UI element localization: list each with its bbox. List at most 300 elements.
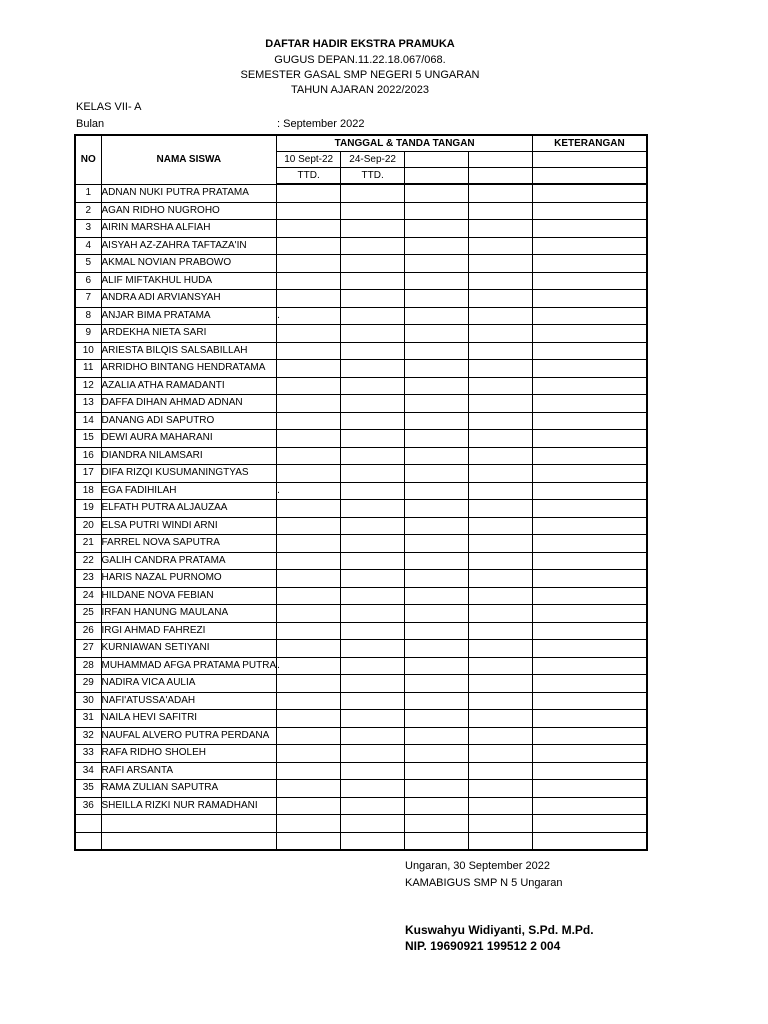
signature-cell-2: [341, 535, 405, 553]
table-row: [75, 500, 647, 518]
signature-cell-1: [277, 832, 341, 850]
signature-cell-3: [405, 587, 469, 605]
remarks-cell: [533, 430, 647, 448]
signature-cell-2: [341, 815, 405, 833]
remarks-cell: [533, 605, 647, 623]
signature-cell-4: [469, 815, 533, 833]
signature-cell-3: [405, 220, 469, 238]
signature-cell-3: [405, 465, 469, 483]
table-row: [75, 377, 647, 395]
signature-cell-1: .: [277, 657, 341, 675]
signer-nip: NIP. 19690921 199512 2 004: [405, 939, 561, 953]
signature-cell-4: [469, 622, 533, 640]
signature-cell-1: [277, 622, 341, 640]
row-number: 31: [75, 710, 101, 728]
signature-cell-2: [341, 430, 405, 448]
row-number: 33: [75, 745, 101, 763]
row-number: 27: [75, 640, 101, 658]
table-row: [75, 220, 647, 238]
table-row: [75, 517, 647, 535]
signature-cell-2: [341, 745, 405, 763]
signature-cell-4: [469, 482, 533, 500]
table-row: [75, 342, 647, 360]
signature-cell-1: [277, 272, 341, 290]
signer-name: Kuswahyu Widiyanti, S.Pd. M.Pd.: [405, 923, 594, 937]
row-number: 21: [75, 535, 101, 553]
signature-cell-1: [277, 412, 341, 430]
signature-cell-4: [469, 797, 533, 815]
signature-cell-2: [341, 342, 405, 360]
table-row: [75, 832, 647, 850]
student-name: NAFI'ATUSSA'ADAH: [101, 692, 277, 710]
table-row: [75, 570, 647, 588]
student-name: GALIH CANDRA PRATAMA: [101, 552, 277, 570]
signature-cell-2: [341, 762, 405, 780]
row-number: 32: [75, 727, 101, 745]
signature-cell-1: [277, 202, 341, 220]
signature-cell-2: [341, 640, 405, 658]
signature-cell-4: [469, 552, 533, 570]
signature-cell-4: [469, 657, 533, 675]
table-row: [75, 710, 647, 728]
table-row: [75, 395, 647, 413]
student-name: ARIESTA BILQIS SALSABILLAH: [101, 342, 277, 360]
signature-cell-3: [405, 290, 469, 308]
signature-cell-3: [405, 325, 469, 343]
row-number: 13: [75, 395, 101, 413]
signature-cell-1: [277, 535, 341, 553]
signature-cell-1: [277, 325, 341, 343]
signature-cell-1: [277, 360, 341, 378]
signature-cell-2: [341, 517, 405, 535]
signature-cell-2: [341, 710, 405, 728]
signature-cell-3: [405, 710, 469, 728]
class-label: KELAS VII- A: [76, 101, 142, 113]
signature-cell-4: [469, 395, 533, 413]
table-row: [75, 307, 647, 325]
signature-cell-2: [341, 692, 405, 710]
student-name: ALIF MIFTAKHUL HUDA: [101, 272, 277, 290]
remarks-cell: [533, 412, 647, 430]
signature-cell-3: [405, 832, 469, 850]
row-number: 35: [75, 780, 101, 798]
row-number: 24: [75, 587, 101, 605]
signature-cell-3: [405, 675, 469, 693]
signature-cell-1: .: [277, 482, 341, 500]
signature-cell-3: [405, 202, 469, 220]
signature-cell-1: [277, 377, 341, 395]
signature-cell-2: [341, 325, 405, 343]
signature-cell-3: [405, 815, 469, 833]
student-name: ELFATH PUTRA ALJAUZAA: [101, 500, 277, 518]
date-1: 10 Sept-22: [277, 152, 341, 168]
signature-cell-1: [277, 727, 341, 745]
row-number: 7: [75, 290, 101, 308]
remarks-cell: [533, 395, 647, 413]
row-number: 30: [75, 692, 101, 710]
attendance-table: [74, 134, 648, 851]
signature-cell-1: [277, 605, 341, 623]
row-number: 34: [75, 762, 101, 780]
signature-cell-2: [341, 605, 405, 623]
signature-cell-4: [469, 184, 533, 202]
row-number: 29: [75, 675, 101, 693]
ttd-4: [469, 168, 533, 185]
signature-cell-3: [405, 307, 469, 325]
student-name: AIRIN MARSHA ALFIAH: [101, 220, 277, 238]
signature-cell-1: [277, 780, 341, 798]
header-no: NO: [75, 135, 101, 184]
signature-cell-1: [277, 220, 341, 238]
signature-cell-1: [277, 797, 341, 815]
table-row: [75, 202, 647, 220]
signature-cell-3: [405, 377, 469, 395]
signature-cell-4: [469, 745, 533, 763]
remarks-cell: [533, 780, 647, 798]
table-row: [75, 535, 647, 553]
row-number: [75, 832, 101, 850]
remarks-cell: [533, 307, 647, 325]
row-number: 17: [75, 465, 101, 483]
row-number: 19: [75, 500, 101, 518]
table-row: [75, 465, 647, 483]
student-name: DEWI AURA MAHARANI: [101, 430, 277, 448]
remarks-cell: [533, 202, 647, 220]
signature-cell-2: [341, 272, 405, 290]
signature-cell-3: [405, 500, 469, 518]
signature-cell-2: [341, 447, 405, 465]
student-name: ELSA PUTRI WINDI ARNI: [101, 517, 277, 535]
row-number: 36: [75, 797, 101, 815]
signature-cell-4: [469, 675, 533, 693]
signature-cell-4: [469, 605, 533, 623]
student-name: KURNIAWAN SETIYANI: [101, 640, 277, 658]
row-number: 1: [75, 184, 101, 202]
student-name: NAUFAL ALVERO PUTRA PERDANA: [101, 727, 277, 745]
signature-cell-2: [341, 657, 405, 675]
signature-cell-2: [341, 500, 405, 518]
table-row: [75, 237, 647, 255]
table-row: [75, 587, 647, 605]
table-row: [75, 447, 647, 465]
signature-cell-3: [405, 237, 469, 255]
header-date-signature: TANGGAL & TANDA TANGAN: [277, 135, 533, 152]
signature-cell-4: [469, 780, 533, 798]
signature-cell-4: [469, 412, 533, 430]
signature-cell-4: [469, 325, 533, 343]
signature-cell-4: [469, 587, 533, 605]
remarks-cell: [533, 500, 647, 518]
student-name: DIANDRA NILAMSARI: [101, 447, 277, 465]
signature-cell-2: [341, 482, 405, 500]
ttd-3: [405, 168, 469, 185]
header-student-name: NAMA SISWA: [101, 135, 277, 184]
signature-cell-4: [469, 342, 533, 360]
table-row: [75, 272, 647, 290]
table-row: [75, 692, 647, 710]
signature-cell-4: [469, 202, 533, 220]
signature-cell-2: [341, 832, 405, 850]
row-number: 6: [75, 272, 101, 290]
signature-cell-3: [405, 570, 469, 588]
signature-cell-3: [405, 184, 469, 202]
row-number: 25: [75, 605, 101, 623]
signature-cell-3: [405, 640, 469, 658]
academic-year-line: TAHUN AJARAN 2022/2023: [291, 84, 429, 96]
signature-cell-4: [469, 220, 533, 238]
table-row: [75, 727, 647, 745]
signature-cell-1: [277, 430, 341, 448]
student-name: DIFA RIZQI KUSUMANINGTYAS: [101, 465, 277, 483]
signature-cell-2: [341, 552, 405, 570]
signature-cell-2: [341, 675, 405, 693]
student-name: AISYAH AZ-ZAHRA TAFTAZA'IN: [101, 237, 277, 255]
signature-cell-4: [469, 727, 533, 745]
table-row: [75, 780, 647, 798]
student-name: HILDANE NOVA FEBIAN: [101, 587, 277, 605]
ttd-2: TTD.: [341, 168, 405, 185]
signature-cell-3: [405, 780, 469, 798]
remarks-cell: [533, 360, 647, 378]
row-number: [75, 815, 101, 833]
row-number: 26: [75, 622, 101, 640]
remarks-cell: [533, 290, 647, 308]
table-row: [75, 325, 647, 343]
signature-cell-1: [277, 465, 341, 483]
student-name: RAFI ARSANTA: [101, 762, 277, 780]
signature-cell-3: [405, 342, 469, 360]
signature-cell-1: [277, 342, 341, 360]
row-number: 5: [75, 255, 101, 273]
remarks-cell: [533, 832, 647, 850]
signature-cell-4: [469, 762, 533, 780]
remarks-cell: [533, 640, 647, 658]
table-row: [75, 412, 647, 430]
signature-cell-2: [341, 377, 405, 395]
student-name: IRFAN HANUNG MAULANA: [101, 605, 277, 623]
table-row: [75, 552, 647, 570]
signature-cell-2: [341, 727, 405, 745]
student-name: SHEILLA RIZKI NUR RAMADHANI: [101, 797, 277, 815]
table-row: [75, 430, 647, 448]
table-row: [75, 255, 647, 273]
signature-cell-2: [341, 255, 405, 273]
remarks-cell: [533, 517, 647, 535]
signature-cell-3: [405, 447, 469, 465]
row-number: 16: [75, 447, 101, 465]
row-number: 10: [75, 342, 101, 360]
remarks-cell: [533, 657, 647, 675]
remarks-cell: [533, 570, 647, 588]
signature-cell-3: [405, 622, 469, 640]
signature-cell-1: [277, 570, 341, 588]
remarks-cell: [533, 622, 647, 640]
signature-cell-3: [405, 745, 469, 763]
signer-role: KAMABIGUS SMP N 5 Ungaran: [405, 877, 563, 889]
student-name: ARRIDHO BINTANG HENDRATAMA: [101, 360, 277, 378]
remarks-cell: [533, 710, 647, 728]
signature-cell-4: [469, 237, 533, 255]
signature-cell-4: [469, 377, 533, 395]
signature-cell-1: [277, 552, 341, 570]
signature-cell-2: [341, 587, 405, 605]
signature-cell-3: [405, 482, 469, 500]
signature-cell-3: [405, 272, 469, 290]
signature-cell-1: [277, 517, 341, 535]
student-name: [101, 815, 277, 833]
student-name: IRGI AHMAD FAHREZI: [101, 622, 277, 640]
signature-cell-1: [277, 692, 341, 710]
row-number: 2: [75, 202, 101, 220]
signature-cell-4: [469, 272, 533, 290]
signature-cell-3: [405, 360, 469, 378]
signature-cell-1: [277, 255, 341, 273]
row-number: 20: [75, 517, 101, 535]
signature-cell-3: [405, 692, 469, 710]
row-number: 15: [75, 430, 101, 448]
table-row: [75, 797, 647, 815]
remarks-cell: [533, 482, 647, 500]
row-number: 18: [75, 482, 101, 500]
signature-cell-3: [405, 727, 469, 745]
student-name: EGA FADIHILAH: [101, 482, 277, 500]
remarks-cell: [533, 727, 647, 745]
signature-cell-3: [405, 395, 469, 413]
signature-cell-4: [469, 517, 533, 535]
remarks-cell: [533, 255, 647, 273]
remarks-cell: [533, 552, 647, 570]
remarks-cell: [533, 237, 647, 255]
table-row: [75, 675, 647, 693]
signature-cell-2: [341, 237, 405, 255]
signature-cell-4: [469, 640, 533, 658]
remarks-cell: [533, 815, 647, 833]
signature-cell-2: [341, 780, 405, 798]
remarks-cell: [533, 272, 647, 290]
gugus-depan-line: GUGUS DEPAN.11.22.18.067/068.: [274, 54, 446, 66]
signature-cell-4: [469, 430, 533, 448]
student-name: ADNAN NUKI PUTRA PRATAMA: [101, 184, 277, 202]
row-number: 4: [75, 237, 101, 255]
signature-cell-1: [277, 184, 341, 202]
signature-cell-1: [277, 587, 341, 605]
signature-cell-3: [405, 412, 469, 430]
remarks-cell: [533, 220, 647, 238]
signature-cell-3: [405, 517, 469, 535]
signature-cell-3: [405, 552, 469, 570]
table-row: [75, 360, 647, 378]
student-name: MUHAMMAD AFGA PRATAMA PUTRA: [101, 657, 277, 675]
signature-cell-4: [469, 307, 533, 325]
row-number: 28: [75, 657, 101, 675]
signature-cell-3: [405, 255, 469, 273]
remarks-sub-2: [533, 168, 647, 185]
remarks-cell: [533, 745, 647, 763]
row-number: 8: [75, 307, 101, 325]
signature-cell-2: [341, 465, 405, 483]
signature-cell-2: [341, 202, 405, 220]
signature-cell-4: [469, 500, 533, 518]
signature-cell-4: [469, 360, 533, 378]
table-row: [75, 290, 647, 308]
signature-cell-3: [405, 605, 469, 623]
signature-cell-2: [341, 395, 405, 413]
remarks-cell: [533, 447, 647, 465]
remarks-cell: [533, 377, 647, 395]
semester-line: SEMESTER GASAL SMP NEGERI 5 UNGARAN: [240, 69, 480, 81]
signature-cell-3: [405, 430, 469, 448]
signature-cell-4: [469, 465, 533, 483]
remarks-cell: [533, 797, 647, 815]
student-name: AKMAL NOVIAN PRABOWO: [101, 255, 277, 273]
signature-cell-1: [277, 762, 341, 780]
ttd-1: TTD.: [277, 168, 341, 185]
signature-cell-4: [469, 290, 533, 308]
signature-cell-1: [277, 640, 341, 658]
row-number: 9: [75, 325, 101, 343]
signature-cell-1: .: [277, 307, 341, 325]
signature-cell-3: [405, 762, 469, 780]
signature-cell-1: [277, 815, 341, 833]
signature-cell-1: [277, 500, 341, 518]
student-name: ARDEKHA NIETA SARI: [101, 325, 277, 343]
table-row: [75, 657, 647, 675]
remarks-cell: [533, 762, 647, 780]
student-name: NAILA HEVI SAFITRI: [101, 710, 277, 728]
place-date: Ungaran, 30 September 2022: [405, 860, 550, 872]
signature-cell-3: [405, 657, 469, 675]
table-header-row: [75, 135, 647, 152]
remarks-cell: [533, 342, 647, 360]
signature-cell-1: [277, 745, 341, 763]
remarks-cell: [533, 692, 647, 710]
table-row: [75, 605, 647, 623]
signature-cell-1: [277, 447, 341, 465]
student-name: DANANG ADI SAPUTRO: [101, 412, 277, 430]
student-name: [101, 832, 277, 850]
remarks-cell: [533, 465, 647, 483]
student-name: ANDRA ADI ARVIANSYAH: [101, 290, 277, 308]
row-number: 3: [75, 220, 101, 238]
table-row: [75, 745, 647, 763]
student-name: AGAN RIDHO NUGROHO: [101, 202, 277, 220]
row-number: 14: [75, 412, 101, 430]
remarks-sub-1: [533, 152, 647, 168]
date-4: [469, 152, 533, 168]
header-remarks: KETERANGAN: [533, 135, 647, 152]
signature-cell-2: [341, 307, 405, 325]
table-row: [75, 815, 647, 833]
signature-cell-2: [341, 290, 405, 308]
student-name: AZALIA ATHA RAMADANTI: [101, 377, 277, 395]
signature-cell-3: [405, 797, 469, 815]
table-row: [75, 762, 647, 780]
remarks-cell: [533, 675, 647, 693]
table-row: [75, 622, 647, 640]
date-3: [405, 152, 469, 168]
signature-cell-4: [469, 692, 533, 710]
row-number: 23: [75, 570, 101, 588]
signature-cell-4: [469, 255, 533, 273]
signature-cell-1: [277, 290, 341, 308]
signature-cell-3: [405, 535, 469, 553]
document-title: DAFTAR HADIR EKSTRA PRAMUKA: [265, 38, 455, 50]
date-2: 24-Sep-22: [341, 152, 405, 168]
student-name: NADIRA VICA AULIA: [101, 675, 277, 693]
row-number: 22: [75, 552, 101, 570]
student-name: RAFA RIDHO SHOLEH: [101, 745, 277, 763]
student-name: HARIS NAZAL PURNOMO: [101, 570, 277, 588]
